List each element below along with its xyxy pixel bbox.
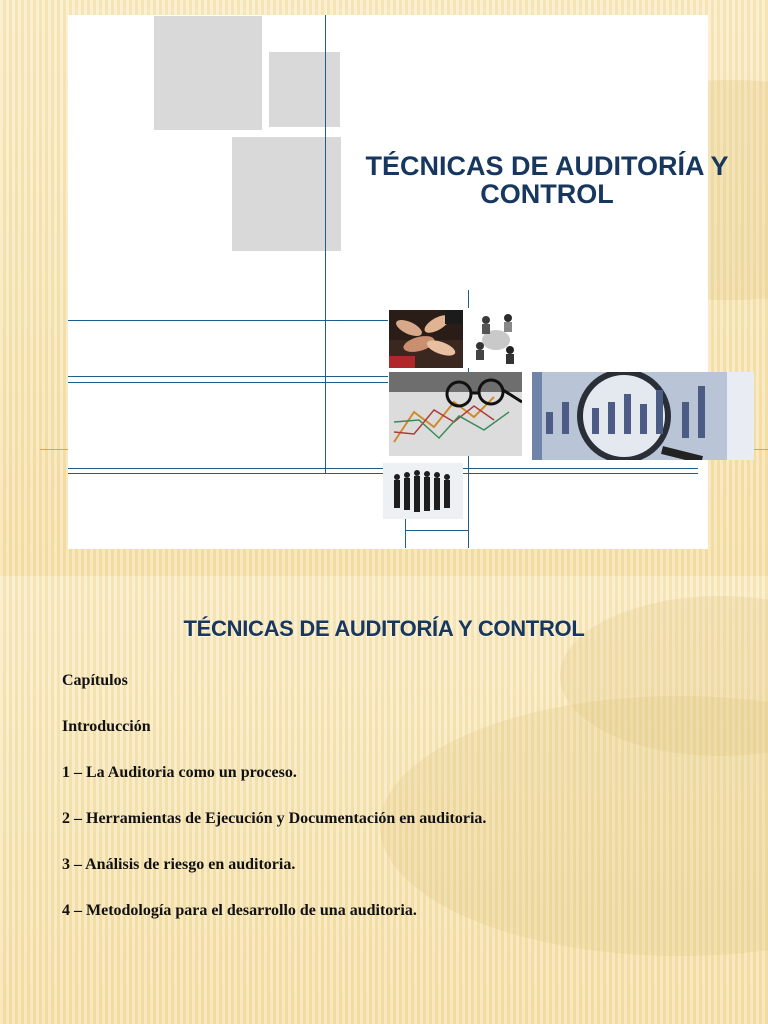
slide-title: TÉCNICAS DE AUDITORÍA Y CONTROL [183,616,585,641]
contents-slide [0,576,768,1024]
list-item: 2 – Herramientas de Ejecución y Documentación en auditoria. [62,810,487,827]
list-item: Capítulos [62,672,128,689]
list-item: Introducción [62,718,151,735]
list-item: 3 – Análisis de riesgo en auditoria. [62,856,296,873]
list-item: 4 – Metodología para el desarrollo de una auditoria. [62,902,417,919]
divider-line [68,382,388,383]
magnifier-bar-chart-photo [532,372,754,460]
hands-together-photo [389,310,463,368]
chart-glasses-photo [389,372,522,456]
divider-line [68,320,388,321]
divider-line [405,530,468,531]
slide-title [340,152,754,208]
title-line: CONTROL [480,179,614,209]
business-team-photo [383,463,463,519]
list-item: 1 – La Auditoria como un proceso. [62,764,297,781]
title-line: TÉCNICAS DE AUDITORÍA Y [365,151,729,181]
divider-line [68,376,388,377]
placeholder-square [154,16,262,130]
placeholder-square [269,52,340,127]
chapter-list [62,672,486,948]
business-meeting-photo [468,308,524,368]
divider-line [325,15,326,473]
